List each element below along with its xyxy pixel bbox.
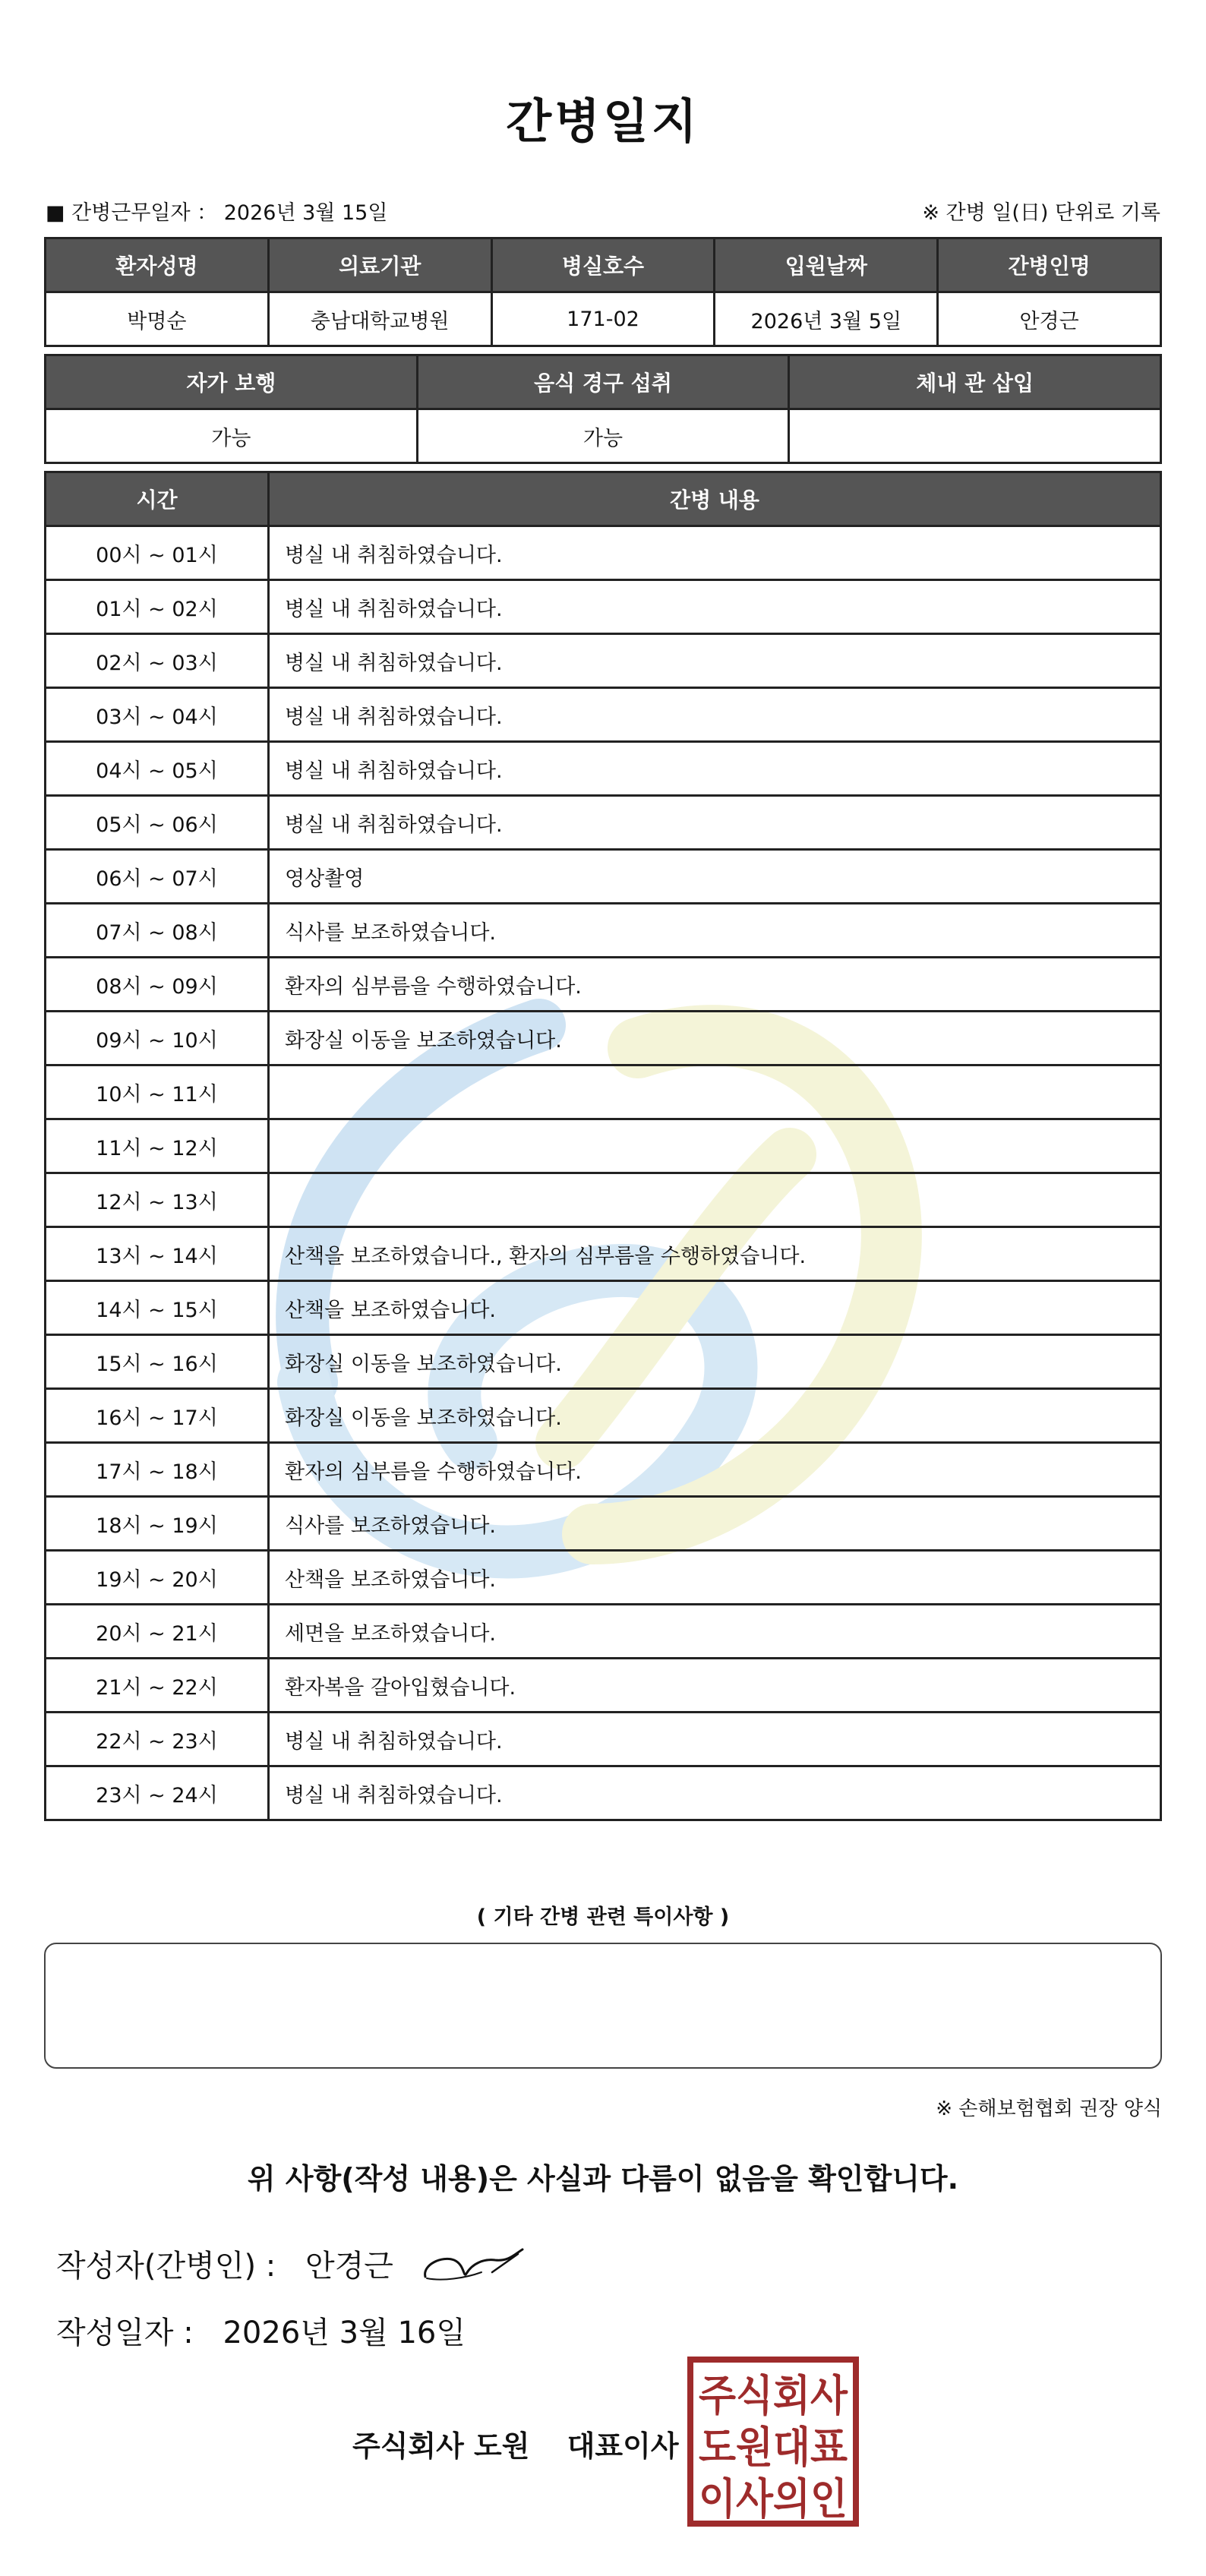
notes-title: ( 기타 간병 관련 특이사항 ) bbox=[476, 1905, 730, 1929]
table-row bbox=[46, 1012, 1161, 1065]
company-line bbox=[352, 2423, 679, 2464]
patient-name: 박명순 bbox=[46, 292, 269, 346]
company-representative: 대표이사 bbox=[567, 2429, 679, 2463]
patient-info-header-row bbox=[46, 238, 1161, 292]
table-row bbox=[46, 1605, 1161, 1659]
care-content: 환자의 심부름을 수행하였습니다. bbox=[269, 958, 1161, 1012]
care-content bbox=[269, 1065, 1161, 1119]
care-log-table bbox=[44, 471, 1162, 1821]
care-content: 영상촬영 bbox=[269, 850, 1161, 904]
time-slot: 04시 ~ 05시 bbox=[46, 742, 269, 796]
table-row bbox=[46, 1173, 1161, 1227]
company-seal bbox=[687, 2356, 860, 2527]
svg-text:이사의인: 이사의인 bbox=[699, 2475, 848, 2524]
header-caregiver: 간병인명 bbox=[938, 238, 1161, 292]
time-slot: 05시 ~ 06시 bbox=[46, 796, 269, 850]
care-content: 식사를 보조하였습니다. bbox=[269, 1497, 1161, 1551]
table-row bbox=[46, 1281, 1161, 1335]
header-oral-intake: 음식 경구 섭취 bbox=[417, 355, 789, 409]
ability-header-row bbox=[46, 355, 1161, 409]
table-row bbox=[46, 958, 1161, 1012]
patient-ability-table bbox=[44, 354, 1162, 464]
care-content: 병실 내 취침하였습니다. bbox=[269, 1713, 1161, 1766]
table-row bbox=[46, 850, 1161, 904]
time-slot: 13시 ~ 14시 bbox=[46, 1227, 269, 1281]
time-slot: 15시 ~ 16시 bbox=[46, 1335, 269, 1389]
time-slot: 12시 ~ 13시 bbox=[46, 1173, 269, 1227]
header-care-content: 간병 내용 bbox=[269, 472, 1161, 526]
table-row bbox=[46, 1659, 1161, 1713]
company-name: 주식회사 도원 bbox=[352, 2429, 530, 2463]
header-self-walking: 자가 보행 bbox=[46, 355, 418, 409]
care-content: 병실 내 취침하였습니다. bbox=[269, 796, 1161, 850]
table-row bbox=[46, 1335, 1161, 1389]
care-content: 세면을 보조하였습니다. bbox=[269, 1605, 1161, 1659]
table-row bbox=[46, 1227, 1161, 1281]
table-row bbox=[46, 526, 1161, 580]
ability-value-row bbox=[46, 409, 1161, 463]
care-content: 화장실 이동을 보조하였습니다. bbox=[269, 1012, 1161, 1065]
oral-intake-value: 가능 bbox=[417, 409, 789, 463]
care-log-header-row bbox=[46, 472, 1161, 526]
time-slot: 01시 ~ 02시 bbox=[46, 580, 269, 634]
table-row bbox=[46, 1389, 1161, 1443]
care-content: 병실 내 취침하였습니다. bbox=[269, 742, 1161, 796]
care-content: 병실 내 취침하였습니다. bbox=[269, 580, 1161, 634]
care-content: 산책을 보조하였습니다. bbox=[269, 1551, 1161, 1605]
room-number: 171-02 bbox=[491, 292, 715, 346]
time-slot: 10시 ~ 11시 bbox=[46, 1065, 269, 1119]
care-content: 병실 내 취침하였습니다. bbox=[269, 526, 1161, 580]
table-row bbox=[46, 1713, 1161, 1766]
caregiver-name: 안경근 bbox=[938, 292, 1161, 346]
unit-note: ※ 간병 일(日) 단위로 기록 bbox=[922, 201, 1160, 225]
care-content bbox=[269, 1119, 1161, 1173]
header-room: 병실호수 bbox=[491, 238, 715, 292]
time-slot: 16시 ~ 17시 bbox=[46, 1389, 269, 1443]
header-patient-name: 환자성명 bbox=[46, 238, 269, 292]
table-row bbox=[46, 904, 1161, 958]
care-content: 식사를 보조하였습니다. bbox=[269, 904, 1161, 958]
time-slot: 17시 ~ 18시 bbox=[46, 1443, 269, 1497]
time-slot: 18시 ~ 19시 bbox=[46, 1497, 269, 1551]
care-content: 화장실 이동을 보조하였습니다. bbox=[269, 1389, 1161, 1443]
table-row bbox=[46, 580, 1161, 634]
table-row bbox=[46, 688, 1161, 742]
care-content: 환자복을 갈아입혔습니다. bbox=[269, 1659, 1161, 1713]
hospital-name: 충남대학교병원 bbox=[268, 292, 491, 346]
written-date-label: 작성일자 : bbox=[56, 2316, 194, 2350]
care-content: 화장실 이동을 보조하였습니다. bbox=[269, 1335, 1161, 1389]
patient-info-table bbox=[44, 237, 1162, 347]
table-row bbox=[46, 1497, 1161, 1551]
patient-info-value-row bbox=[46, 292, 1161, 346]
table-row bbox=[46, 1065, 1161, 1119]
written-date-value: 2026년 3월 16일 bbox=[223, 2316, 466, 2350]
table-row bbox=[46, 634, 1161, 688]
written-date-line bbox=[56, 2309, 466, 2352]
admission-date: 2026년 3월 5일 bbox=[715, 292, 938, 346]
table-row bbox=[46, 1551, 1161, 1605]
insurance-note: ※ 손해보험협회 권장 양식 bbox=[936, 2098, 1162, 2120]
time-slot: 14시 ~ 15시 bbox=[46, 1281, 269, 1335]
time-slot: 06시 ~ 07시 bbox=[46, 850, 269, 904]
writer-line bbox=[56, 2242, 393, 2285]
time-slot: 02시 ~ 03시 bbox=[46, 634, 269, 688]
time-slot: 08시 ~ 09시 bbox=[46, 958, 269, 1012]
care-content: 산책을 보조하였습니다., 환자의 심부름을 수행하였습니다. bbox=[269, 1227, 1161, 1281]
table-row bbox=[46, 1766, 1161, 1820]
time-slot: 21시 ~ 22시 bbox=[46, 1659, 269, 1713]
time-slot: 19시 ~ 20시 bbox=[46, 1551, 269, 1605]
time-slot: 03시 ~ 04시 bbox=[46, 688, 269, 742]
time-slot: 23시 ~ 24시 bbox=[46, 1766, 269, 1820]
svg-text:도원대표: 도원대표 bbox=[699, 2423, 848, 2473]
time-slot: 22시 ~ 23시 bbox=[46, 1713, 269, 1766]
time-slot: 11시 ~ 12시 bbox=[46, 1119, 269, 1173]
time-slot: 00시 ~ 01시 bbox=[46, 526, 269, 580]
header-time: 시간 bbox=[46, 472, 269, 526]
table-row bbox=[46, 742, 1161, 796]
care-content bbox=[269, 1173, 1161, 1227]
care-content: 병실 내 취침하였습니다. bbox=[269, 688, 1161, 742]
header-tube-insertion: 체내 관 삽입 bbox=[789, 355, 1161, 409]
confirmation-statement: 위 사항(작성 내용)은 사실과 다름이 없음을 확인합니다. bbox=[247, 2162, 959, 2196]
care-content: 환자의 심부름을 수행하였습니다. bbox=[269, 1443, 1161, 1497]
table-row bbox=[46, 1119, 1161, 1173]
care-content: 병실 내 취침하였습니다. bbox=[269, 1766, 1161, 1820]
tube-insertion-value bbox=[789, 409, 1161, 463]
writer-label: 작성자(간병인) : bbox=[56, 2249, 276, 2284]
writer-name: 안경근 bbox=[305, 2249, 393, 2284]
svg-text:주식회사: 주식회사 bbox=[699, 2372, 848, 2421]
time-slot: 20시 ~ 21시 bbox=[46, 1605, 269, 1659]
signature bbox=[419, 2237, 533, 2290]
table-row bbox=[46, 1443, 1161, 1497]
care-content: 병실 내 취침하였습니다. bbox=[269, 634, 1161, 688]
notes-box bbox=[44, 1943, 1162, 2069]
header-hospital: 의료기관 bbox=[268, 238, 491, 292]
time-slot: 07시 ~ 08시 bbox=[46, 904, 269, 958]
table-row bbox=[46, 796, 1161, 850]
care-content: 산책을 보조하였습니다. bbox=[269, 1281, 1161, 1335]
page-title: 간병일지 bbox=[506, 93, 700, 149]
time-slot: 09시 ~ 10시 bbox=[46, 1012, 269, 1065]
work-date: ■ 간병근무일자 ： 2026년 3월 15일 bbox=[46, 201, 388, 225]
header-admission-date: 입원날짜 bbox=[715, 238, 938, 292]
self-walking-value: 가능 bbox=[46, 409, 418, 463]
